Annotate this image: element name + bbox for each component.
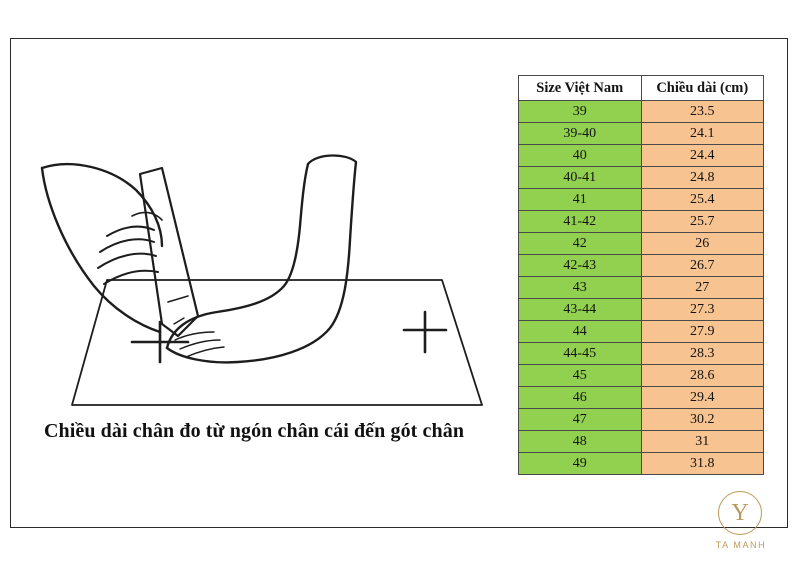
cell-size: 41 [519, 189, 642, 211]
table-row [519, 321, 764, 343]
cell-length: 24.1 [641, 123, 764, 145]
size-table [518, 75, 764, 475]
cell-length: 31 [641, 431, 764, 453]
cell-length: 24.8 [641, 167, 764, 189]
cell-size: 40 [519, 145, 642, 167]
cell-size: 47 [519, 409, 642, 431]
cell-length: 26.7 [641, 255, 764, 277]
brand-name: TA MANH [715, 540, 767, 550]
logo-letter: Y [731, 500, 749, 526]
cell-length: 27.3 [641, 299, 764, 321]
table-body [519, 101, 764, 475]
table-row [519, 255, 764, 277]
illustration-caption: Chiều dài chân đo từ ngón chân cái đến gót chân [43, 420, 465, 442]
cell-size: 41-42 [519, 211, 642, 233]
cell-size: 43-44 [519, 299, 642, 321]
table-row [519, 167, 764, 189]
table-row [519, 453, 764, 475]
table-row [519, 189, 764, 211]
cell-size: 40-41 [519, 167, 642, 189]
cell-length: 30.2 [641, 409, 764, 431]
cell-length: 28.3 [641, 343, 764, 365]
cell-length: 23.5 [641, 101, 764, 123]
table-row [519, 343, 764, 365]
table-row [519, 365, 764, 387]
table-row [519, 277, 764, 299]
header-length-cm: Chiều dài (cm) [641, 76, 764, 101]
cell-length: 25.7 [641, 211, 764, 233]
cell-length: 24.4 [641, 145, 764, 167]
cell-size: 45 [519, 365, 642, 387]
table-row [519, 211, 764, 233]
cell-length: 28.6 [641, 365, 764, 387]
table-row [519, 387, 764, 409]
brand-watermark [704, 491, 778, 557]
table-row [519, 431, 764, 453]
table-row [519, 233, 764, 255]
cell-length: 26 [641, 233, 764, 255]
table-row [519, 299, 764, 321]
cell-size: 39-40 [519, 123, 642, 145]
table-header-row [519, 76, 764, 101]
table-row [519, 123, 764, 145]
foot-measuring-illustration [12, 40, 502, 460]
cell-length: 31.8 [641, 453, 764, 475]
table-row [519, 101, 764, 123]
cell-size: 39 [519, 101, 642, 123]
cell-size: 48 [519, 431, 642, 453]
cell-size: 44 [519, 321, 642, 343]
cell-size: 42-43 [519, 255, 642, 277]
cell-size: 43 [519, 277, 642, 299]
cell-length: 29.4 [641, 387, 764, 409]
size-chart [518, 75, 764, 475]
cell-size: 49 [519, 453, 642, 475]
cell-size: 46 [519, 387, 642, 409]
table-row [519, 409, 764, 431]
header-size-vn: Size Việt Nam [519, 76, 642, 101]
cell-length: 27 [641, 277, 764, 299]
logo-monogram-icon [718, 491, 764, 537]
cell-length: 25.4 [641, 189, 764, 211]
table-row [519, 145, 764, 167]
cell-size: 44-45 [519, 343, 642, 365]
cell-size: 42 [519, 233, 642, 255]
cell-length: 27.9 [641, 321, 764, 343]
